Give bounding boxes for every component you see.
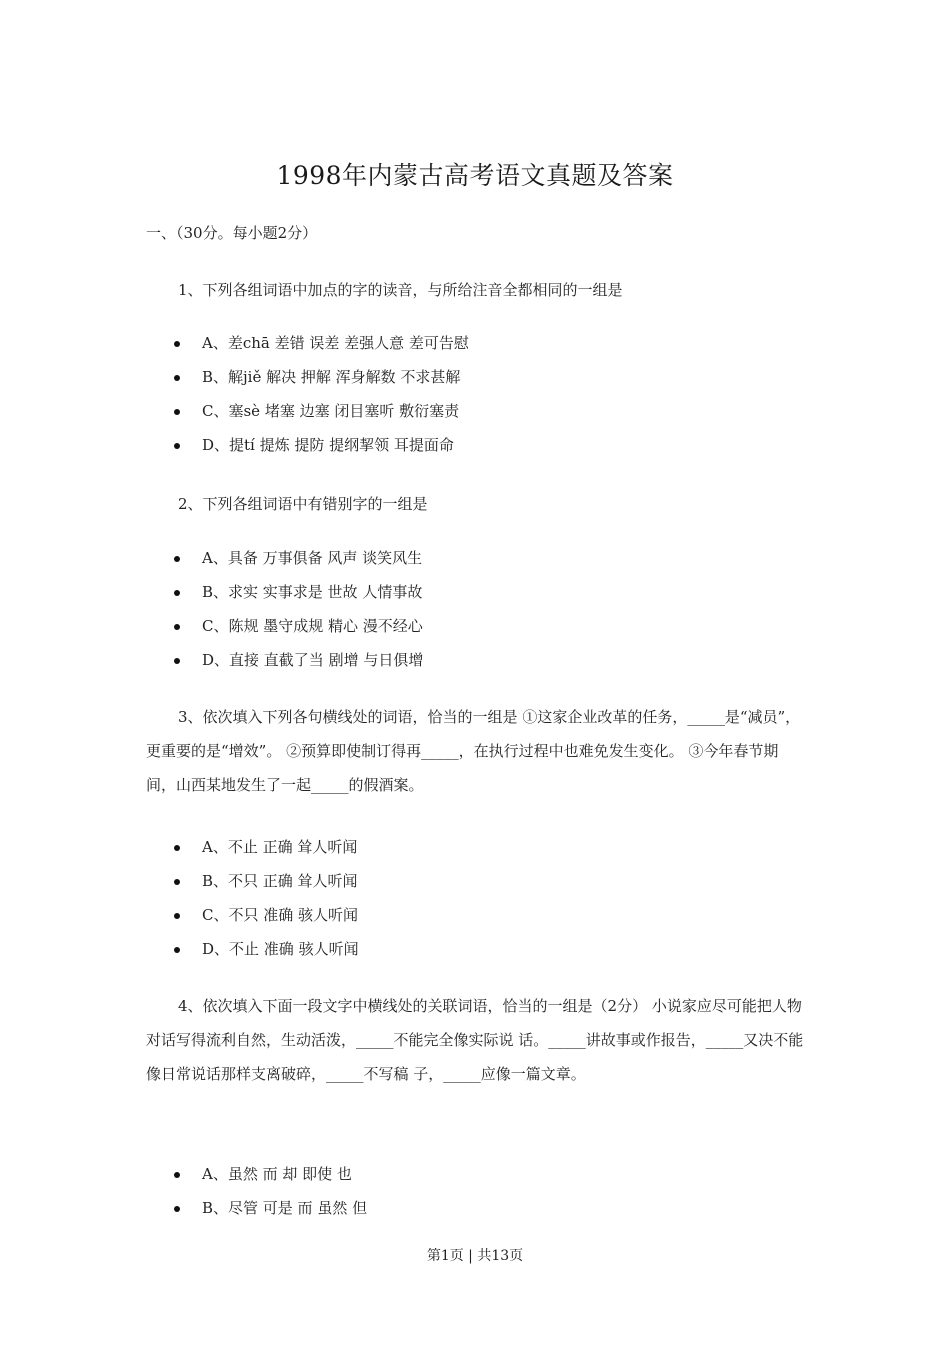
question-2-options [146,541,423,677]
question-4-stem: 4、依次填入下面一段文字中横线处的关联词语，恰当的一组是（2分） 小说家应尽可能把人物对话写得流利自然，生动活泼，_____不能完全像实际说 话。_____讲故事或作报告，_____又决不能像日常说话那样支离破碎，_____不写稿 子，_____应像一篇文章。 [146,997,804,1083]
page-footer: 第1页 | 共13页 [426,1248,524,1264]
question-3-option-c: C、不只 准确 骇人听闻 [146,898,359,932]
question-2-option-a: A、具备 万事俱备 风声 谈笑风生 [146,541,423,575]
question-2-option-b: B、求实 实事求是 世故 人情事故 [146,575,423,609]
question-1-options [146,326,469,462]
question-1-stem: 1、下列各组词语中加点的字的读音，与所给注音全都相同的一组是 [178,281,623,299]
question-4-option-b: B、尽管 可是 而 虽然 但 [146,1191,367,1225]
question-1-option-b: B、解jiě 解决 押解 浑身解数 不求甚解 [146,360,469,394]
document-title: 1998年内蒙古高考语文真题及答案 [276,161,674,190]
question-2-stem: 2、下列各组词语中有错别字的一组是 [178,495,428,513]
question-3-option-d: D、不止 准确 骇人听闻 [146,932,359,966]
question-2-option-d: D、直接 直截了当 剧增 与日俱增 [146,643,423,677]
question-3-option-b: B、不只 正确 耸人听闻 [146,864,359,898]
question-3-stem: 3、依次填入下列各句横线处的词语，恰当的一组是 ①这家企业改革的任务，_____是“减员”，更重要的是“增效”。 ②预算即使制订得再_____，在执行过程中也难免发生变化。 ③今年春节期间，山西某地发生了一起_____的假酒案。 [146,708,801,794]
question-2-option-c: C、陈规 墨守成规 精心 漫不经心 [146,609,423,643]
question-1-option-c: C、塞sè 堵塞 边塞 闭目塞听 敷衍塞责 [146,394,469,428]
question-4-option-a: A、虽然 而 却 即使 也 [146,1157,367,1191]
question-1-option-d: D、提tí 提炼 提防 提纲挈领 耳提面命 [146,428,469,462]
question-3-options [146,830,359,966]
question-3-option-a: A、不止 正确 耸人听闻 [146,830,359,864]
section-heading: 一、（30分。每小题2分） [146,224,318,242]
question-4-options [146,1157,367,1225]
question-1-option-a: A、差chā 差错 误差 差强人意 差可告慰 [146,326,469,360]
